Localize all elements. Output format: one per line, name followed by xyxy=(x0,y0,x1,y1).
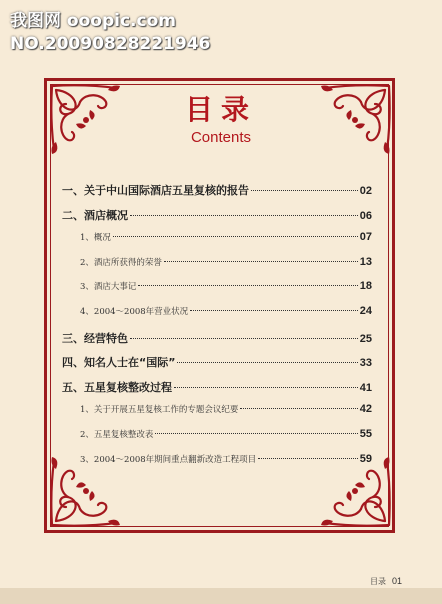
toc-entry-page: 55 xyxy=(359,427,372,440)
toc-entry[interactable] xyxy=(62,379,372,404)
toc-entry-label: 1、关于开展五星复核工作的专题会议纪要 xyxy=(80,405,239,416)
toc-entry-label: 四、知名人士在“国际” xyxy=(62,356,176,370)
toc-entry[interactable] xyxy=(62,207,372,232)
toc-entry-page: 41 xyxy=(359,381,372,394)
toc-leader-dots xyxy=(138,285,357,286)
toc-entry-label: 3、酒店大事记 xyxy=(80,282,137,293)
table-of-contents xyxy=(62,182,372,477)
footer-label: 目录 xyxy=(369,577,386,586)
toc-entry-page: 25 xyxy=(359,332,372,345)
toc-leader-dots xyxy=(177,362,357,363)
toc-entry-label: 3、2004～2008年期间重点翻新改造工程项目 xyxy=(80,454,257,465)
toc-entry-page: 59 xyxy=(359,452,372,465)
watermark-number: NO.20090828221946 xyxy=(10,34,211,54)
toc-entry-page: 18 xyxy=(359,280,372,293)
toc-entry-page: 02 xyxy=(359,185,372,197)
toc-leader-dots xyxy=(174,387,358,388)
toc-entry-label: 2、五星复核整改表 xyxy=(80,429,154,440)
toc-leader-dots xyxy=(240,408,357,409)
toc-entry[interactable] xyxy=(62,354,372,379)
toc-entry-label: 4、2004～2008年营业状况 xyxy=(80,306,189,317)
toc-entry-label: 五、五星复核整改过程 xyxy=(62,380,172,394)
toc-entry-label: 一、关于中山国际酒店五星复核的报告 xyxy=(62,184,249,197)
toc-entry-page: 33 xyxy=(359,357,372,370)
toc-leader-dots xyxy=(164,261,358,262)
toc-subentry[interactable] xyxy=(62,280,372,305)
toc-subentry[interactable] xyxy=(62,453,372,478)
toc-entry-page: 06 xyxy=(359,209,372,222)
toc-entry-page: 13 xyxy=(359,255,372,268)
toc-leader-dots xyxy=(155,433,357,434)
toc-leader-dots xyxy=(113,236,358,237)
toc-leader-dots xyxy=(130,215,358,216)
toc-entry-label: 三、经营特色 xyxy=(62,331,128,345)
footer-page-number: 01 xyxy=(391,576,402,586)
page-title: 目录 xyxy=(184,93,257,126)
toc-entry-page: 07 xyxy=(359,231,372,244)
toc-entry[interactable] xyxy=(62,182,372,207)
toc-subentry[interactable] xyxy=(62,403,372,428)
toc-subentry[interactable] xyxy=(62,231,372,256)
toc-entry-label: 二、酒店概况 xyxy=(62,208,128,222)
toc-leader-dots xyxy=(251,190,358,191)
toc-entry-page: 24 xyxy=(359,304,372,317)
toc-entry-page: 42 xyxy=(359,403,372,416)
toc-leader-dots xyxy=(190,310,358,311)
toc-subentry[interactable] xyxy=(62,428,372,453)
toc-leader-dots xyxy=(130,338,358,339)
toc-entry[interactable] xyxy=(62,330,372,355)
toc-entry-label: 2、酒店所获得的荣誉 xyxy=(80,257,162,268)
toc-subentry[interactable] xyxy=(62,256,372,281)
bottom-strip xyxy=(0,588,442,604)
toc-subentry[interactable] xyxy=(62,305,372,330)
toc-leader-dots xyxy=(258,458,358,459)
page-footer xyxy=(370,576,402,587)
page-subtitle: Contents xyxy=(190,129,252,146)
toc-entry-label: 1、概况 xyxy=(80,233,111,244)
watermark-site: 我图网 ooopic.com xyxy=(10,11,176,31)
